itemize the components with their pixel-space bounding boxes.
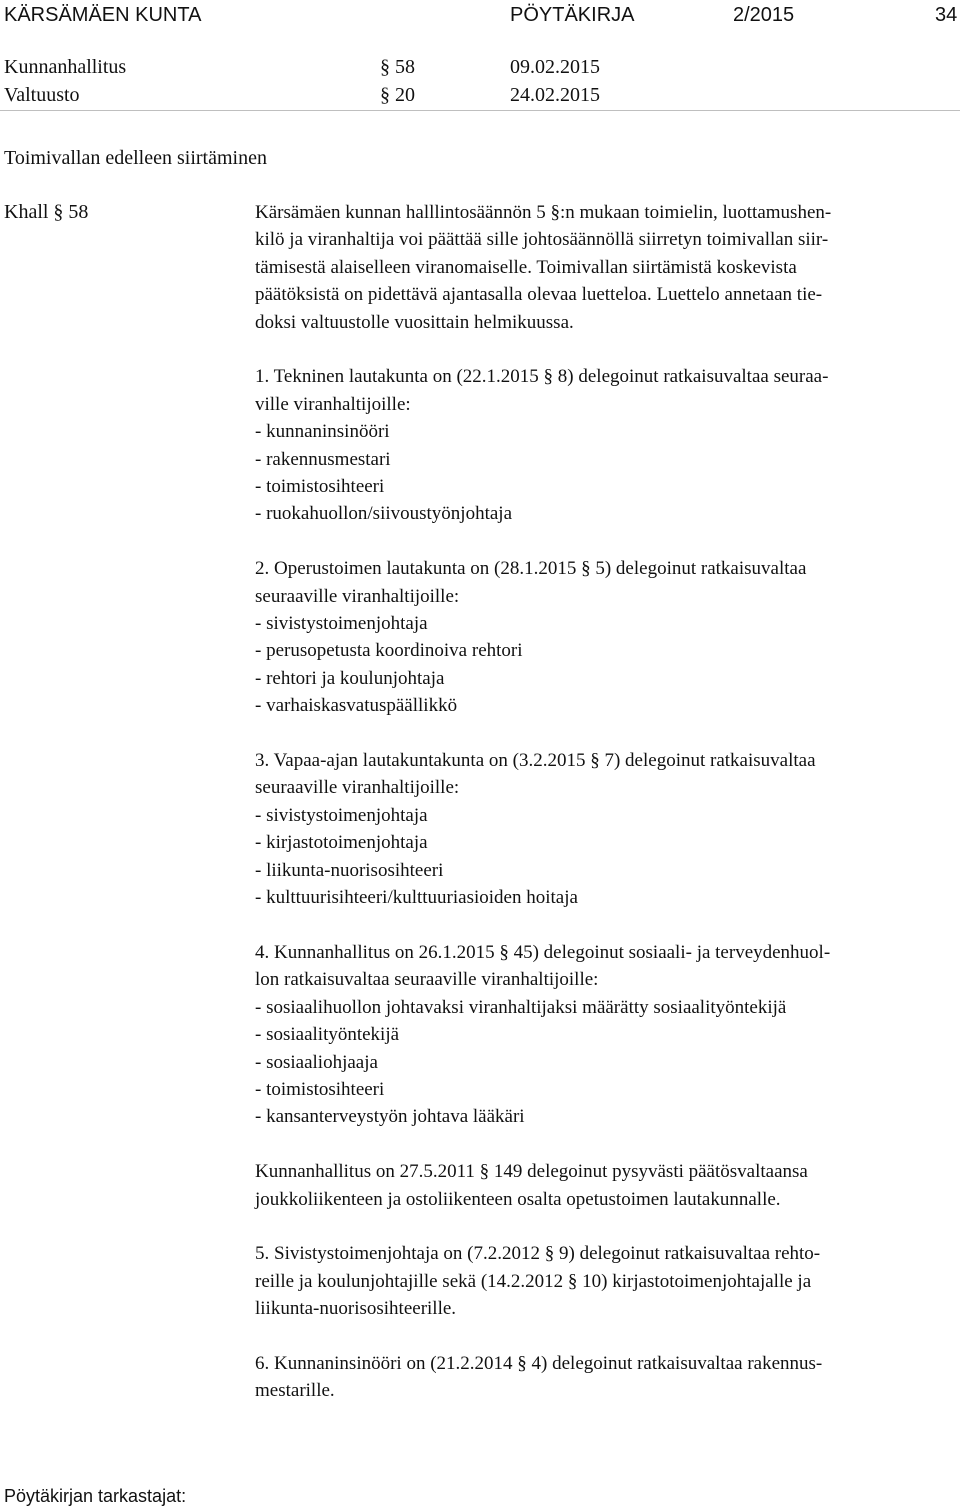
text-line: ville viranhaltijoille: (255, 393, 411, 415)
text-line: Kärsämäen kunnan halllintosäännön 5 §:n mukaan toimielin, luottamushen- (255, 202, 832, 223)
text-line: - sivistystoimenjohtaja (255, 613, 428, 635)
text-line: - liikunta-nuorisosihteeri (255, 859, 444, 881)
page-title: Toimivallan edelleen siirtäminen (4, 147, 267, 169)
text-line: - kirjastotoimenjohtaja (255, 832, 428, 854)
paragraph (255, 939, 955, 1131)
text-line: liikunta-nuorisosihteerille. (255, 1298, 457, 1320)
text-line: - kansanterveystyön johtava lääkäri (255, 1106, 525, 1128)
header-section-valtuusto: § 20 (380, 84, 415, 106)
text-line: seuraaville viranhaltijoille: (255, 777, 460, 799)
text-line: 2. Operustoimen lautakunta on (28.1.2015 § 5) delegoinut ratkaisuvaltaa (255, 558, 807, 580)
paragraph-gap (255, 1131, 955, 1158)
text-line: - kulttuurisihteeri/kulttuuriasioiden hoitaja (255, 887, 578, 909)
paragraph (255, 747, 955, 911)
header-body-kunnanhallitus: Kunnanhallitus (4, 56, 127, 78)
text-line: tämisestä alaiselleen viranomaiselle. Toimivallan siirtämistä koskevista (255, 256, 797, 278)
text-line: - sivistystoimenjohtaja (255, 804, 428, 826)
text-line: doksi valtuustolle vuosittain helmikuussa. (255, 311, 574, 333)
text-line: - sosiaalihuollon johtavaksi viranhaltijaksi määrätty sosiaalityöntekijä (255, 996, 787, 1018)
text-line: - ruokahuollon/siivoustyönjohtaja (255, 503, 513, 525)
document-number: 2/2015 (733, 4, 795, 26)
minutes-body (255, 199, 955, 1405)
text-line: kilö ja viranhaltija voi päättää sille johtosäännöllä siirretyn toimivallan siir- (255, 229, 829, 251)
text-line: - toimistosihteeri (255, 476, 385, 498)
paragraph (255, 1240, 955, 1322)
text-line: - rehtori ja koulunjohtaja (255, 667, 445, 689)
header-body-valtuusto: Valtuusto (4, 84, 80, 106)
text-line: - kunnaninsinööri (255, 421, 390, 443)
page-number: 34 (935, 4, 958, 26)
text-line: Kunnanhallitus on 27.5.2011 § 149 delegoinut pysyvästi päätösvaltaansa (255, 1161, 808, 1183)
text-line: 1. Tekninen lautakunta on (22.1.2015 § 8) delegoinut ratkaisuvaltaa seuraa- (255, 366, 829, 388)
text-line: - perusopetusta koordinoiva rehtori (255, 640, 523, 662)
paragraph (255, 1158, 955, 1213)
text-line: lon ratkaisuvaltaa seuraaville viranhaltijoille: (255, 969, 599, 991)
header-divider (0, 110, 960, 111)
paragraph-gap (255, 720, 955, 747)
text-line: - rakennusmestari (255, 448, 391, 470)
paragraph-gap (255, 1213, 955, 1240)
paragraph (255, 199, 955, 336)
text-line: mestarille. (255, 1380, 335, 1402)
paragraph-gap (255, 336, 955, 363)
paragraph (255, 555, 955, 719)
paragraph (255, 363, 955, 527)
document-type: PÖYTÄKIRJA (510, 4, 635, 26)
text-line: - toimistosihteeri (255, 1078, 385, 1100)
paragraph-gap (255, 912, 955, 939)
text-line: reille ja koulunjohtajille sekä (14.2.2012 § 10) kirjastotoimenjohtajalle ja (255, 1270, 812, 1292)
header-section-kunnanhallitus: § 58 (380, 56, 415, 78)
header-date-kunnanhallitus: 09.02.2015 (510, 56, 600, 78)
paragraph (255, 1350, 955, 1405)
text-line: seuraaville viranhaltijoille: (255, 585, 460, 607)
municipality-name: KÄRSÄMÄEN KUNTA (4, 4, 202, 26)
text-line: - sosiaalityöntekijä (255, 1024, 400, 1046)
paragraph-gap (255, 528, 955, 555)
text-line: 4. Kunnanhallitus on 26.1.2015 § 45) delegoinut sosiaali- ja terveydenhuol- (255, 941, 831, 963)
section-reference: Khall § 58 (4, 201, 89, 223)
text-line: 3. Vapaa-ajan lautakuntakunta on (3.2.2015 § 7) delegoinut ratkaisuvaltaa (255, 750, 816, 772)
text-line: - varhaiskasvatuspäällikkö (255, 695, 458, 717)
text-line: 5. Sivistystoimenjohtaja on (7.2.2012 § 9) delegoinut ratkaisuvaltaa rehto- (255, 1243, 821, 1265)
text-line: päätöksistä on pidettävä ajantasalla olevaa luetteloa. Luettelo annetaan tie- (255, 284, 823, 306)
header-date-valtuusto: 24.02.2015 (510, 84, 600, 106)
text-line: joukkoliikenteen ja ostoliikenteen osalta opetustoimen lautakunnalle. (255, 1188, 781, 1210)
footer-label: Pöytäkirjan tarkastajat: (4, 1486, 187, 1506)
text-line: - sosiaaliohjaaja (255, 1051, 378, 1073)
text-line: 6. Kunnaninsinööri on (21.2.2014 § 4) delegoinut ratkaisuvaltaa rakennus- (255, 1352, 823, 1374)
paragraph-gap (255, 1323, 955, 1350)
